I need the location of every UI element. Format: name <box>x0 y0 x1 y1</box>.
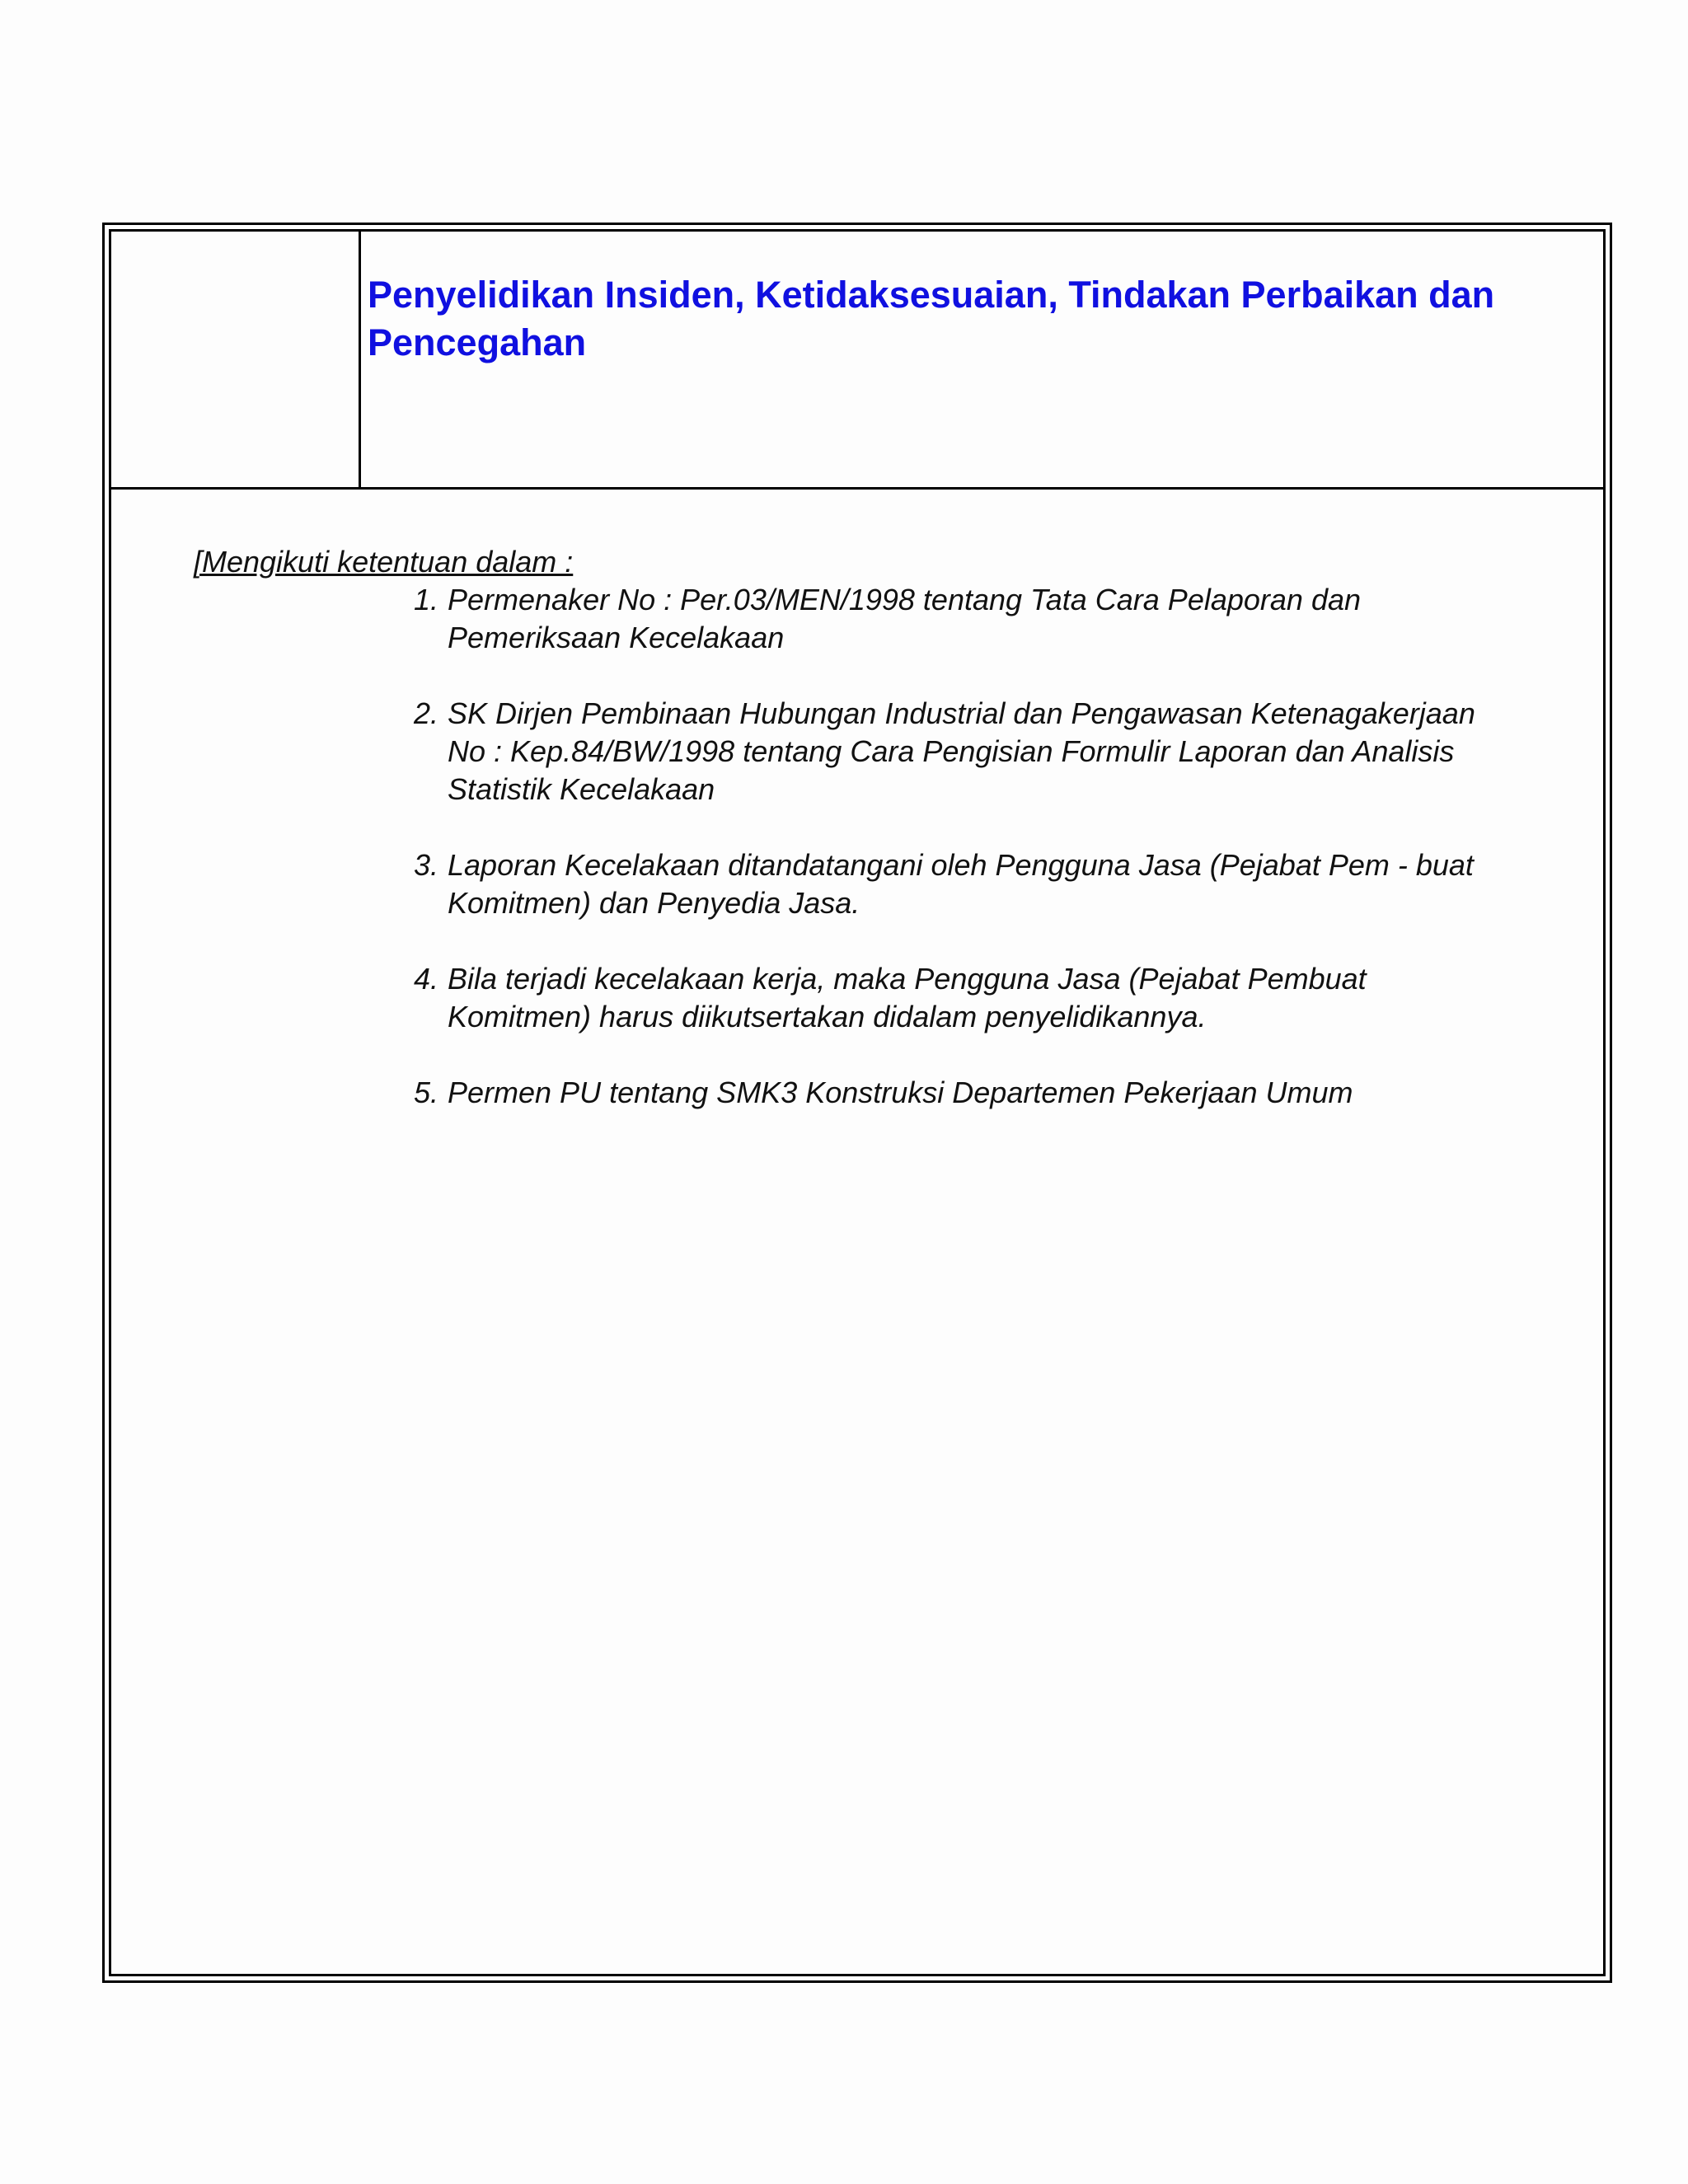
logo-cell <box>111 232 361 487</box>
list-item <box>414 581 1510 657</box>
list-item <box>414 695 1510 808</box>
document-body <box>194 543 1595 1150</box>
list-item-text: Permen PU tentang SMK3 Konstruksi Departemen Pekerjaan Umum <box>448 1076 1353 1109</box>
list-item-number: 5. <box>414 1076 439 1109</box>
intro-text: [Mengikuti ketentuan dalam : <box>194 545 574 579</box>
list-item <box>414 846 1510 922</box>
list-item-text: Laporan Kecelakaan ditandatangani oleh Pengguna Jasa (Pejabat Pem - buat Komitmen) dan Penyedia Jasa. <box>448 848 1474 920</box>
header-row <box>111 232 1603 490</box>
list-item-text: Permenaker No : Per.03/MEN/1998 tentang Tata Cara Pelaporan dan Pemeriksaan Kecelakaan <box>448 583 1362 654</box>
list-item-number: 2. <box>414 696 439 730</box>
list-item-text: Bila terjadi kecelakaan kerja, maka Pengguna Jasa (Pejabat Pembuat Komitmen) harus diikutsertakan didalam penyelidikannya. <box>448 962 1367 1033</box>
list-item <box>414 960 1510 1036</box>
list-item <box>414 1074 1510 1112</box>
list-item-number: 4. <box>414 962 439 996</box>
list-item-number: 3. <box>414 848 439 882</box>
document-frame-inner <box>109 229 1606 1976</box>
list-item-number: 1. <box>414 583 439 616</box>
document-frame <box>102 223 1612 1983</box>
list-item-text: SK Dirjen Pembinaan Hubungan Industrial dan Pengawasan Ketenagakerjaan No : Kep.84/BW/1998 tentang Cara Pengisian Formulir Laporan dan Analisis Statistik Kecelakaan <box>448 696 1475 806</box>
regulation-list <box>194 581 1510 1112</box>
document-title: Penyelidikan Insiden, Ketidaksesuaian, Tindakan Perbaikan dan Pencegahan <box>368 274 1495 363</box>
